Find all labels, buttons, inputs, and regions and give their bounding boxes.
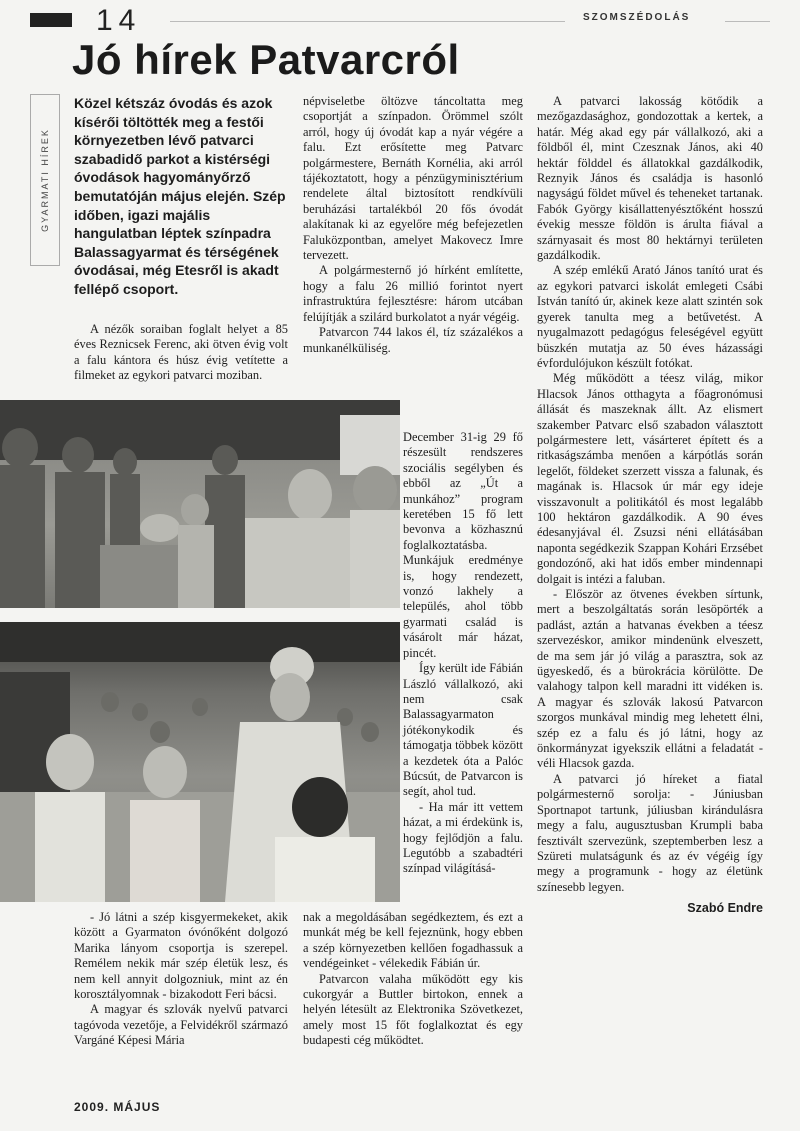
footer-issue: 2009. MÁJUS xyxy=(74,1100,161,1114)
paragraph: Még működött a téesz világ, mikor Hlacsok János otthagyta a főagronómusi állását és maszeknak állt. Az elismert szakember Patvarc első szabadon választott polgármestere lett, vásárteret épített és a ritkaságszámba menően a kárpótlás során legelőt, földeket szerzett vissza a falunak, és magának is. Hlacsok úr már egy ideje visszavonult a politikától és most legalább 100 hektáron gazdálkodik. A 90 éves édesanyjával él. Zsuzsi néni ellátásában naponta segédkezik Szappan Kohári Erzsébet gondozónő, aki hat idős ember mindennapi dolgait is intézi a faluban. xyxy=(537,371,763,586)
section-title: SZOMSZÉDOLÁS xyxy=(583,12,691,23)
sidebar-label-text: GYARMATI HÍREK xyxy=(40,128,50,232)
photo-audience-image xyxy=(0,400,400,608)
paragraph: - Ha már itt vettem házat, a mi érdekünk is, hogy fejlődjön a falu. Legutóbb a szabadtéri színpad világításá- xyxy=(403,799,523,876)
sidebar-label xyxy=(30,94,60,266)
column-3 xyxy=(537,94,763,917)
paragraph: A polgármesternő jó hírként említette, hogy a falu 26 millió forintot nyert infrastruktúra fejlesztésre: három utcában felújítják a szilárd burkolatot a nyár végéig. xyxy=(303,263,523,324)
paragraph: - Jó látni a szép kisgyermekeket, akik között a Gyarmaton óvónőként dolgozó Marika lányom csoportja is szerepel. Remélem nekik már szép életük lesz, és nem kell annyit dolgozniuk, mint az én korosztályomnak - bizakodott Feri bácsi. xyxy=(74,910,288,1002)
paragraph: A nézők soraiban foglalt helyet a 85 éves Reznicsek Ferenc, aki ötven évig volt a falu kántora és húsz évig vetítette a filmeket az egykori patvarci moziban. xyxy=(74,322,288,383)
paragraph: Patvarcon 744 lakos él, tíz százalékos a munkanélküliség. xyxy=(303,325,523,355)
paragraph: népviseletbe öltözve táncoltatta meg csoportját a színpadon. Örömmel szólt arról, hogy új óvodát kap a nyár végére a falu. Ezt erősítette meg Patvarc polgármestere, Bernáth Kornélia, aki arról tájékoztatott, hogy a pénzügyminisztérium rendelete által biztosított rendkívüli beruházási tartalékból 20 fős óvodát alakítanak ki az egyelőre még befejezetlen Faluközpontban, amelyet Makovecz Imre tervezett. xyxy=(303,94,523,263)
column-2-top xyxy=(303,94,523,356)
column-2-narrow xyxy=(403,430,523,877)
paragraph: A patvarci jó híreket a fiatal polgármesternő sorolja: - Júniusban Sportnapot tartunk, júliusban kirándulásra megy a falu, augusztusban Krumpli baba fesztivált szervezünk, szeptemberben lesz a Szüreti mulatságunk és az év végéig így megy a programunk - hogy az életünk színesebb legyen. xyxy=(537,771,763,894)
header-bar xyxy=(30,13,72,27)
paragraph: Így került ide Fábián László vállalkozó, aki nem csak Balassagyarmaton jótékonykodik és támogatja többek között a kezdetek óta a Palóc Búcsút, de Patvarcon is segít, ahol tud. xyxy=(403,661,523,799)
paragraph: December 31-ig 29 fő részesült rendszeres szociális segélyben és ebből az „Út a munkához” program keretében 15 fő lett bevonva a közhasznú foglalkoztatásba. Munkájuk eredménye is, hogy rendezett, vonzó lakhely a település, ahol több gyarmati család is vásárolt már házat, pincét. xyxy=(403,430,523,660)
article-lead: Közel kétszáz óvodás és azok kísérői töltötték meg a festői környezetben lévő patvarci szabadidő parkot a kistérségi óvodások hagyományőrző bemutatóján május elején. Szép időben, igazi majális hangulatban léptek színpadra Balassagyarmat és térségének óvodásai, még Etesről is akadt fellépő csoport. xyxy=(74,95,286,297)
page-number: 14 xyxy=(96,4,142,37)
paragraph: Patvarcon valaha működött egy kis cukorgyár a Buttler birtokon, ennek a helyén létesült az Elektronika Szövetkezet, amely most 15 főt foglalkoztat és egy budapesti cég működtet. xyxy=(303,971,523,1048)
author-signature: Szabó Endre xyxy=(687,901,763,916)
column-2-bottom xyxy=(303,910,523,1049)
header-rule-right xyxy=(725,21,770,22)
photo-children-image xyxy=(0,622,400,902)
paragraph: A szép emlékű Arató János tanító urat és az egykori patvarci iskolát emlegeti Csábi István tanító úr, akinek keze alatt szintén sok gyerek tanulta meg a betűvetést. A nyugalmazott pedagógus feleségével együtt büszkén mutatja az 50 éves házassági évfordulójukon készült fotókat. xyxy=(537,263,763,370)
photo-children-dancing xyxy=(0,622,400,902)
paragraph: nak a megoldásában segédkeztem, és ezt a munkát még be kell fejeznünk, hogy ebben a szép környezetben kellően fogadhassuk a vendégeinket - vélekedik Fábián úr. xyxy=(303,910,523,971)
column-1-bottom xyxy=(74,910,288,1049)
column-1-top xyxy=(74,322,288,384)
paragraph: A patvarci lakosság kötődik a mezőgazdasághoz, gondozottak a kertek, a határ. Még akad egy pár vállalkozó, aki a földből él, mint Czesznak János, aki 40 hektár földdel és állatokkal gazdálkodik, Reznyik János és családja is hasonló nagyságú földet művel és teheneket tartanak. Fabók György kisállattenyésztőként hosszú évekig messze földön is árulta fiával a szárnyasait és most 80 hektárnyi területen gazdálkodik. xyxy=(537,94,763,263)
header-rule xyxy=(170,21,565,22)
photo-audience xyxy=(0,400,400,608)
article-title: Jó hírek Patvarcról xyxy=(72,36,460,83)
paragraph: A magyar és szlovák nyelvű patvarci tagóvoda vezetője, a Felvidékről származó Vargáné Képesi Mária xyxy=(74,1002,288,1048)
paragraph: - Először az ötvenes években sírtunk, mert a beszolgáltatás során lesöpörték a padlást, aztán a hatvanas években a téesz szervezéskor, amikor mindenünk elveszett, de ma sem jár jó világ a parasztra, sok az ügyeskedő, és a bürokrácia körülötte. De valahogy talpon kell maradni itt vidéken is. A magyar és szlovák lakosú Patvarcon szorgos munkával mindig meg lehetett élni, szép ez a falu és jó látni, hogy az önkormányzat igyekszik ellátni a feladatát - véli Hlacsok gazda. xyxy=(537,587,763,771)
